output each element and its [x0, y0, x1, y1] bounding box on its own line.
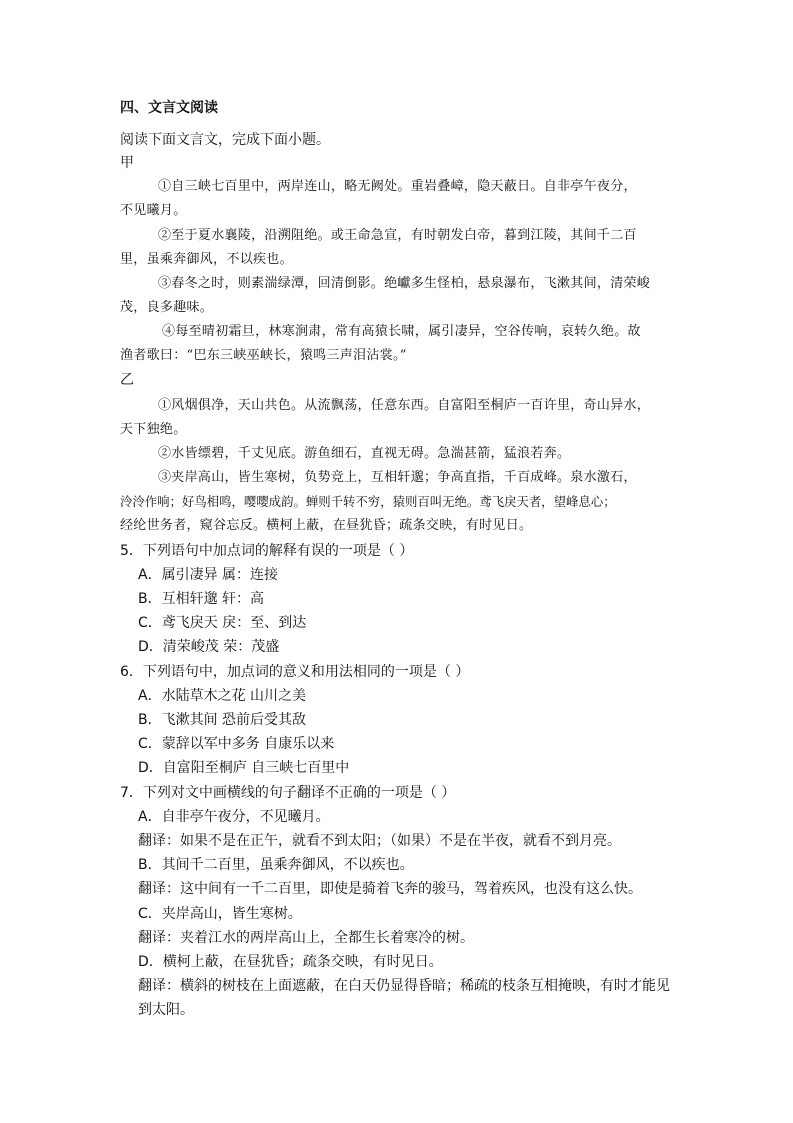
question-5-option-c: C．鸢飞戾天 戾：至、到达: [138, 615, 307, 631]
passage-jia-line: 不见曦月。: [120, 203, 187, 218]
passage-yi-line: 经纶世务者，窥谷忘反。横柯上蔽，在昼犹昏；疏条交映，有时见日。: [120, 518, 533, 533]
passage-jia-line: ③春冬之时，则素湍绿潭，回清倒影。绝巘多生怪柏，悬泉瀑布，飞漱其间，清荣峻: [158, 276, 651, 291]
passage-yi-line: 泠泠作响；好鸟相鸣，嘤嘤成韵。蝉则千转不穷，猿则百叫无绝。鸢飞戾天者，望峰息心；: [120, 494, 616, 509]
question-5-option-a: A．属引凄异 属：连接: [138, 567, 279, 583]
instruction: 阅读下面文言文，完成下面小题。: [120, 132, 330, 148]
question-6-option-a: A．水陆草木之花 山川之美: [138, 688, 307, 704]
question-6-stem: 6．下列语句中，加点词的意义和用法相同的一项是（ ）: [120, 664, 470, 680]
passage-yi-line: ①风烟俱净，天山共色。从流飘荡，任意东西。自富阳至桐庐一百许里，奇山异水，: [158, 398, 651, 413]
question-7-stem: 7．下列对文中画横线的句子翻译不正确的一项是（ ）: [120, 785, 456, 801]
passage-jia-line: 里，虽乘奔御风，不以疾也。: [120, 252, 293, 267]
passage-jia-line: ④每至晴初霜旦，林寒涧肃，常有高猿长啸，属引凄异，空谷传响，哀转久绝。故: [162, 324, 641, 339]
question-7-option-b: B．其间千二百里，虽乘奔御风，不以疾也。: [138, 857, 414, 873]
passage-jia-line: ①自三峡七百里中，两岸连山，略无阙处。重岩叠嶂，隐天蔽日。自非亭午夜分，: [158, 179, 637, 194]
passage-yi-line: 天下独绝。: [120, 422, 187, 437]
question-5-option-d: D．清荣峻茂 荣：茂盛: [138, 639, 280, 655]
question-7-translation-c: 翻译：夹着江水的两岸高山上，全都生长着寒冷的树。: [138, 930, 474, 946]
question-6-option-d: D．自富阳至桐庐 自三峡七百里中: [138, 760, 350, 776]
question-6-option-c: C．蒙辞以军中多务 自康乐以来: [138, 736, 335, 752]
passage-yi-label: 乙: [120, 372, 134, 388]
passage-yi-line: ②水皆缥碧，千丈见底。游鱼细石，直视无碍。急湍甚箭，猛浪若奔。: [158, 446, 571, 461]
passage-jia-label: 甲: [120, 155, 134, 171]
question-7-option-a: A．自非亭午夜分，不见曦月。: [138, 809, 330, 825]
question-7-translation-a: 翻译：如果不是在正午，就看不到太阳；（如果）不是在半夜，就看不到月亮。: [138, 833, 621, 849]
section-title: 四、文言文阅读: [120, 100, 218, 116]
passage-jia-line: ②至于夏水襄陵，沿溯阻绝。或王命急宣，有时朝发白帝，暮到江陵，其间千二百: [158, 228, 637, 243]
question-7-translation-d-cont: 到太阳。: [138, 1002, 194, 1018]
question-7-option-d: D．横柯上蔽，在昼犹昏；疏条交映，有时见日。: [138, 954, 443, 970]
question-5-option-b: B．互相轩邈 轩：高: [138, 591, 265, 607]
question-7-translation-d: 翻译：横斜的树枝在上面遮蔽，在白天仍显得昏暗；稀疏的枝条互相掩映，有时才能见: [138, 978, 670, 994]
question-7-option-c: C．夹岸高山，皆生寒树。: [138, 906, 302, 922]
question-6-option-b: B．飞漱其间 恐前后受其敌: [138, 712, 307, 728]
question-7-translation-b: 翻译：这中间有一千二百里，即使是骑着飞奔的骏马，驾着疾风，也没有这么快。: [138, 881, 642, 897]
question-5-stem: 5．下列语句中加点词的解释有误的一项是（ ）: [120, 543, 414, 559]
passage-jia-line: 渔者歌曰：“巴东三峡巫峡长，猿鸣三声泪沾裳。”: [120, 348, 407, 363]
passage-jia-line: 茂，良多趣味。: [120, 300, 214, 315]
passage-yi-line: ③夹岸高山，皆生寒树，负势竞上，互相轩邈；争高直指，千百成峰。泉水激石，: [158, 470, 637, 485]
